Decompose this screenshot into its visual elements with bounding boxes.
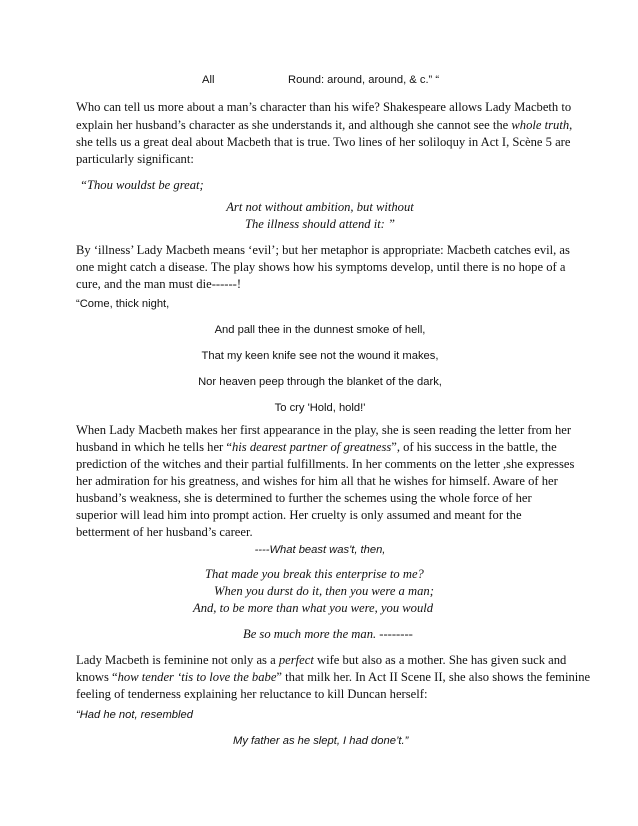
quote2-line-1: “Come, thick night, bbox=[76, 298, 170, 310]
quote3-line-5: Be so much more the man. -------- bbox=[243, 627, 413, 641]
para1-line-2-text: explain her husband’s character as she understands it, and although she cannot see the bbox=[76, 118, 512, 132]
para1-line-4: particularly significant: bbox=[76, 152, 194, 166]
para1-line-3: she tells us a great deal about Macbeth that is true. Two lines of her soliloquy in Act I, Scène 5 are bbox=[76, 135, 571, 149]
quote3-line-2: That made you break this enterprise to me? bbox=[205, 567, 424, 581]
emphasis-dearest-partner: his dearest partner of greatness bbox=[231, 440, 392, 454]
quote2-line-4: Nor heaven peep through the blanket of the dark, bbox=[198, 376, 442, 388]
para2-line-1: By ‘illness’ Lady Macbeth means ‘evil’; but her metaphor is appropriate: Macbeth catches evil, as bbox=[76, 243, 570, 257]
para4-line-2 bbox=[76, 671, 590, 684]
para3-line-4: her admiration for his greatness, and wishes for him all that he wishes for himself. Aware of her bbox=[76, 474, 558, 488]
para4-line-2-start: knows “ bbox=[76, 670, 118, 684]
quote1-line-1: “Thou wouldst be great; bbox=[80, 178, 204, 192]
para1-line-2 bbox=[76, 118, 573, 132]
quote1-line-3: The illness should attend it: ” bbox=[244, 217, 396, 231]
quote1-line-2: Art not without ambition, but without bbox=[226, 200, 414, 214]
para3-line-2-end: ”, of his success in the battle, the bbox=[391, 440, 557, 454]
quote2-line-5: To cry 'Hold, hold!' bbox=[274, 402, 366, 414]
para2-line-2: one might catch a disease. The play shows how his symptoms develop, until there is no hope of a bbox=[76, 260, 566, 274]
quote2-line-2: And pall thee in the dunnest smoke of hell, bbox=[214, 324, 426, 336]
para4-line-1 bbox=[76, 653, 567, 667]
para3-line-7: betterment of her husband’s career. bbox=[76, 525, 253, 539]
para3-line-1: When Lady Macbeth makes her first appearance in the play, she is seen reading the letter from her bbox=[76, 423, 572, 437]
header-right-text: Round: around, around, & c.” “ bbox=[288, 74, 440, 86]
header-left-text: All bbox=[202, 74, 215, 86]
quote4-line-2: My father as he slept, I had done’t.” bbox=[233, 735, 409, 747]
para3-line-2 bbox=[76, 441, 557, 454]
para3-line-5: husband’s weakness, she is determined to further the schemes using the whole force of her bbox=[76, 491, 532, 505]
emphasis-whole-truth: whole truth bbox=[511, 118, 570, 132]
para1-line-1: Who can tell us more about a man’s character than his wife? Shakespeare allows Lady Macbeth to bbox=[76, 100, 572, 114]
quote4-line-1: “Had he not, resembled bbox=[76, 709, 193, 721]
quote3-line-4: And, to be more than what you were, you would bbox=[193, 601, 434, 615]
emphasis-perfect: perfect bbox=[278, 653, 314, 667]
para4-line-2-end: ” that milk her. In Act II Scene II, she also shows the feminine bbox=[276, 670, 591, 684]
quote3-line-1: ----What beast was't, then, bbox=[254, 544, 386, 556]
para4-line-1-start: Lady Macbeth is feminine not only as a bbox=[76, 653, 279, 667]
para2-line-3: cure, and the man must die------! bbox=[76, 277, 242, 291]
quote2-line-3: That my keen knife see not the wound it makes, bbox=[201, 350, 439, 362]
emphasis-tender-babe: how tender ‘tis to love the babe bbox=[117, 670, 277, 684]
para3-line-3: prediction of the witches and their partial fulfillments. In her comments on the letter ,she expresses bbox=[76, 457, 575, 471]
para1-line-2-end: , bbox=[569, 118, 573, 132]
para4-line-3: feeling of tenderness explaining her reluctance to kill Duncan herself: bbox=[76, 687, 428, 701]
para3-line-6: superior will lead him into prompt action. Her cruelty is only assumed and meant for the bbox=[76, 508, 522, 522]
para4-line-1-end: wife but also as a mother. She has given suck and bbox=[313, 653, 567, 667]
para3-line-2-start: husband in which he tells her “ bbox=[76, 440, 232, 454]
quote3-line-3: When you durst do it, then you were a man; bbox=[214, 584, 434, 598]
